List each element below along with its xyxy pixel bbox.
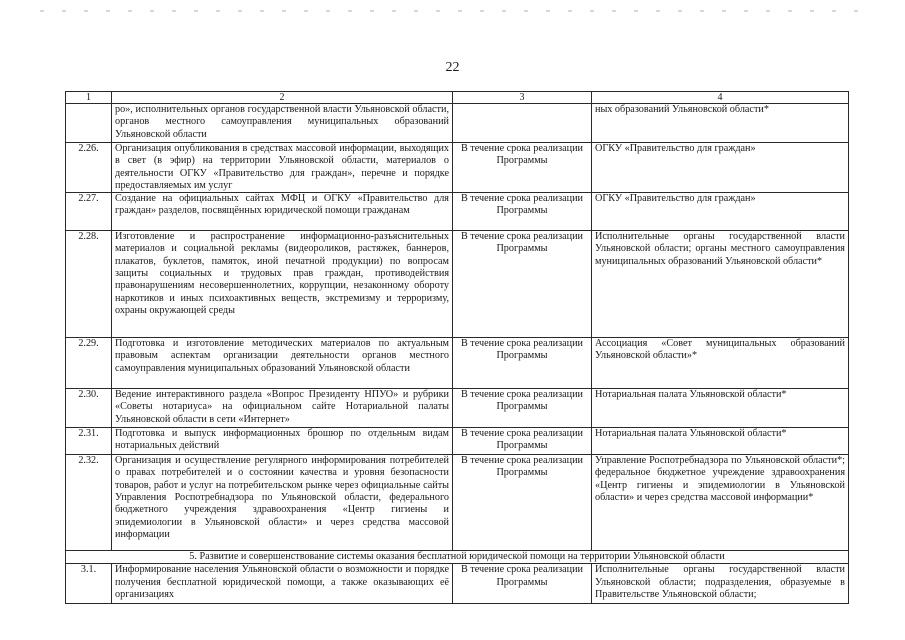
row-responsible: Ассоциация «Совет муниципальных образований Ульяновской области»* (592, 338, 849, 389)
row-term: В течение срока реализации Программы (453, 143, 592, 193)
header-col-1: 1 (66, 92, 112, 104)
row-number: 2.31. (66, 428, 112, 455)
row-number: 2.32. (66, 455, 112, 551)
row-term: В течение срока реализации Программы (453, 193, 592, 231)
row-measure: Создание на официальных сайтах МФЦ и ОГКУ «Правительство для граждан» разделов, посвящённых юридической помощи гражданам (112, 193, 453, 231)
section-row (66, 551, 849, 564)
section-title: 5. Развитие и совершенствование системы оказания бесплатной юридической помощи на территории Ульяновской области (66, 551, 849, 564)
row-responsible: ных образований Ульяновской области* (592, 104, 849, 143)
table-row (66, 455, 849, 551)
row-measure: Информирование населения Ульяновской области о возможности и порядке получения бесплатной юридической помощи, а также оказывающих её организациях (112, 564, 453, 604)
row-number: 2.27. (66, 193, 112, 231)
row-responsible: ОГКУ «Правительство для граждан» (592, 143, 849, 193)
row-measure: Подготовка и изготовление методических материалов по актуальным правовым аспектам организации деятельности органов местного самоуправления муниципальных образований Ульяновской области (112, 338, 453, 389)
row-term: В течение срока реализации Программы (453, 338, 592, 389)
row-term: В течение срока реализации Программы (453, 389, 592, 428)
row-measure: ро», исполнительных органов государственной власти Ульяновской области, органов местного самоуправления муниципальных образований Ульяновской области (112, 104, 453, 143)
row-measure: Организация и осуществление регулярного информирования потребителей о правах потребителей и о состоянии качества и уровня безопасности товаров, работ и услуг на потребительском рынке через официальные сайты Управления Роспотребнадзора по Ульяновской области, федерального бюджетного учреждения здравоохранения «Центр гигиены и эпидемиологии в Ульяновской области» и через средства массовой информации (112, 455, 453, 551)
row-measure: Изготовление и распространение информационно-разъяснительных материалов и социальной рекламы (видеороликов, растяжек, баннеров, плакатов, буклетов, памяток, иной печатной продукции) по вопросам защиты социальных и трудовых прав граждан, противодействия правонарушениям несовершеннолетних, коррупции, незаконному обороту наркотиков и иных психоактивных веществ, экстремизму и терроризму, охраны окружающей среды (112, 231, 453, 338)
table-row (66, 389, 849, 428)
row-responsible: ОГКУ «Правительство для граждан» (592, 193, 849, 231)
row-responsible: Исполнительные органы государственной власти Ульяновской области; подразделения, образуемые в Правительстве Ульяновской области; (592, 564, 849, 604)
row-term: В течение срока реализации Программы (453, 231, 592, 338)
header-col-2: 2 (112, 92, 453, 104)
table-row (66, 143, 849, 193)
table-header-row (66, 92, 849, 104)
program-table (65, 91, 849, 604)
table-row (66, 193, 849, 231)
row-number: 2.30. (66, 389, 112, 428)
header-col-3: 3 (453, 92, 592, 104)
row-measure: Подготовка и выпуск информационных брошюр по отдельным видам нотариальных действий (112, 428, 453, 455)
row-responsible: Нотариальная палата Ульяновской области* (592, 389, 849, 428)
row-number: 2.26. (66, 143, 112, 193)
table-row (66, 338, 849, 389)
table-row (66, 564, 849, 604)
row-number (66, 104, 112, 143)
row-measure: Организация опубликования в средствах массовой информации, выходящих в свет (в эфир) на территории Ульяновской области, материалов о деятельности ОГКУ «Правительство для граждан», перечне и порядке предоставляемых им услуг (112, 143, 453, 193)
row-term (453, 104, 592, 143)
table-row (66, 428, 849, 455)
row-number: 2.29. (66, 338, 112, 389)
row-responsible: Нотариальная палата Ульяновской области* (592, 428, 849, 455)
row-responsible: Исполнительные органы государственной власти Ульяновской области; органы местного самоуправления муниципальных образований Ульяновской области* (592, 231, 849, 338)
page-number: 22 (445, 60, 460, 75)
table-row (66, 104, 849, 143)
row-number: 2.28. (66, 231, 112, 338)
row-term: В течение срока реализации Программы (453, 455, 592, 551)
row-term: В течение срока реализации Программы (453, 564, 592, 604)
table-row (66, 231, 849, 338)
row-number: 3.1. (66, 564, 112, 604)
scan-noise-line (40, 10, 870, 12)
row-term: В течение срока реализации Программы (453, 428, 592, 455)
header-col-4: 4 (592, 92, 849, 104)
row-responsible: Управление Роспотребнадзора по Ульяновской области*; федеральное бюджетное учреждение здравоохранения «Центр гигиены и эпидемиологии в Ульяновской области» и через средства массовой информации* (592, 455, 849, 551)
row-measure: Ведение интерактивного раздела «Вопрос Президенту НПУО» и рубрики «Советы нотариуса» на официальном сайте Нотариальной палаты Ульяновской области в сети «Интернет» (112, 389, 453, 428)
